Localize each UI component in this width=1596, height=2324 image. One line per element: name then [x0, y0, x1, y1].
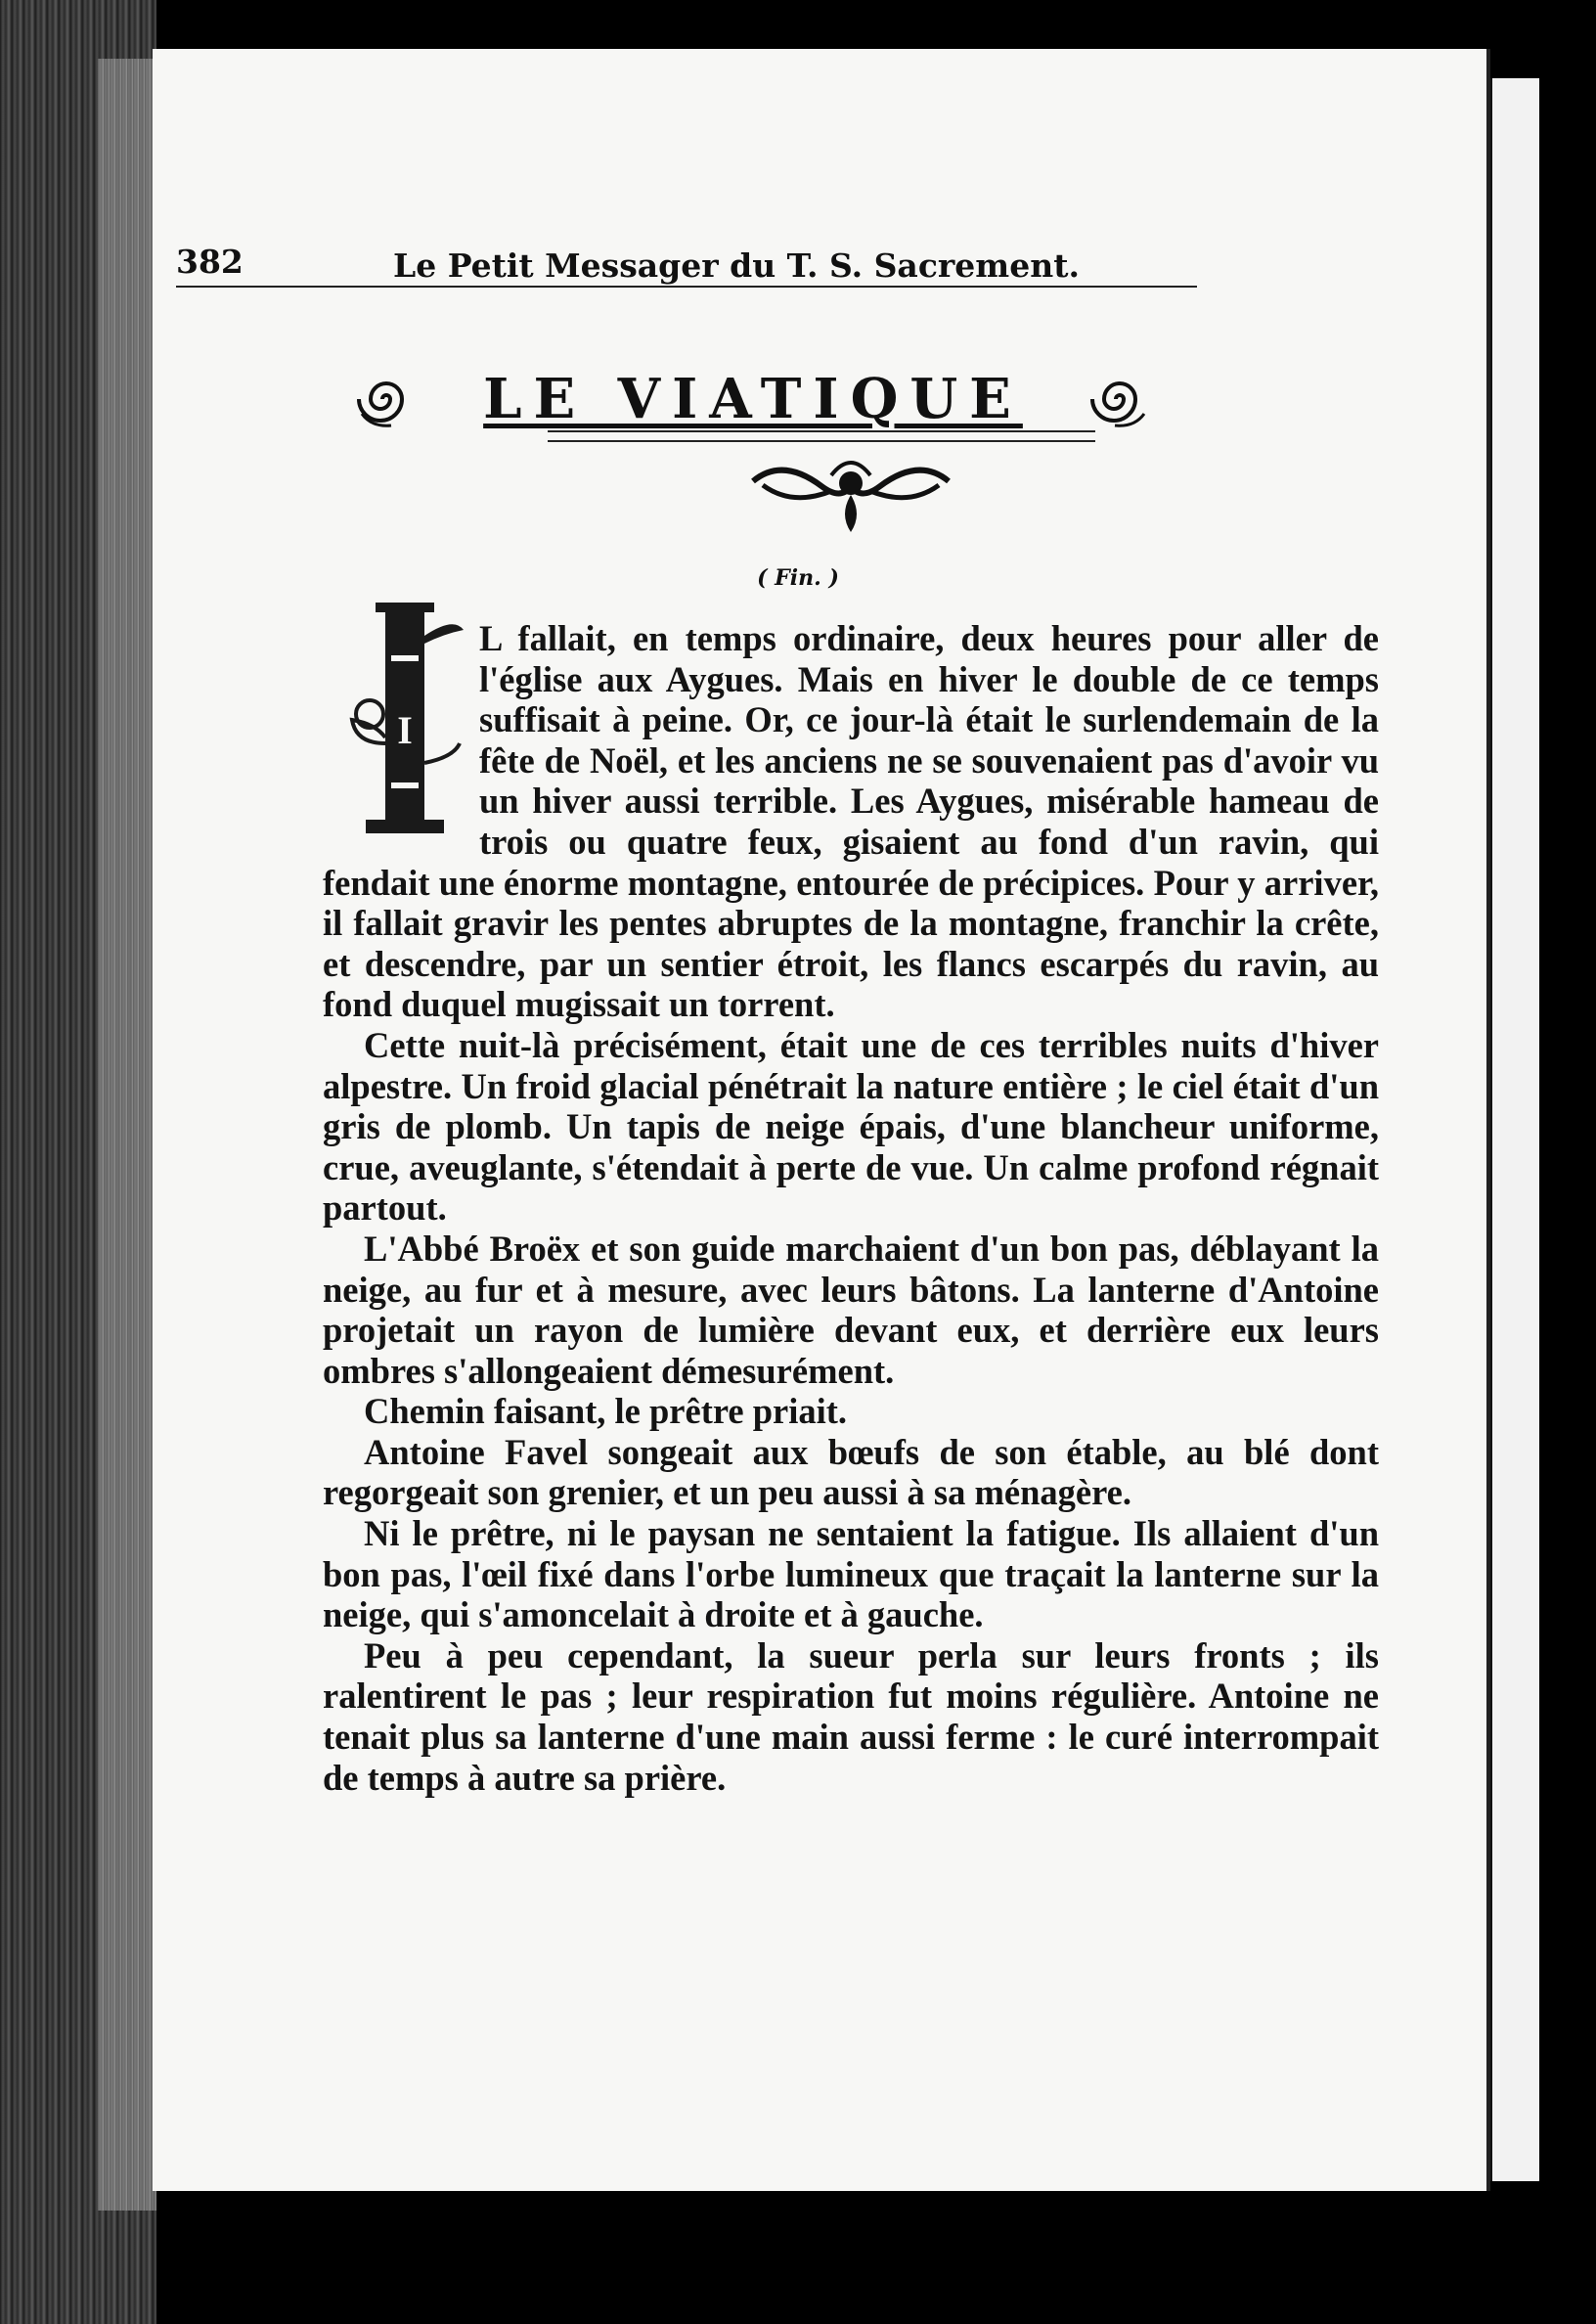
- title-double-rule: [548, 430, 1095, 442]
- spiral-ornament-left-icon: [352, 365, 421, 433]
- book-edge-right: [1486, 78, 1539, 2181]
- paragraph: L fallait, en temps ordinaire, deux heures pour aller de l'église aux Aygues. Mais en hiver le double de ce temps suffisait à peine. Or, ce jour-là était le surlendemain de la fête de Noël, et les anciens ne se souvenaient pas d'avoir vu un hiver aussi terrible. Les Aygues, misérable hameau de trois ou quatre feux, gisaient au fond d'un ravin, qui fendait une énorme montagne, entourée de précipices. Pour y arriver, il fallait gravir les pentes abruptes de la montagne, franchir la crête, et descendre, par un sentier étroit, les flancs escarpés du ravin, au fond duquel mugissait un torrent.: [323, 618, 1379, 1025]
- spiral-ornament-right-icon: [1086, 365, 1154, 433]
- paragraph: Chemin faisant, le prêtre priait.: [364, 1391, 848, 1432]
- drop-cap-space: [323, 618, 479, 857]
- paragraph: Cette nuit-là précisément, était une de ces terribles nuits d'hiver alpestre. Un froid glacial pénétrait la nature entière ; le ciel était d'un gris de plomb. Un tapis de neige épais, d'une blancheur uniforme, crue, aveuglante, s'étendait à perte de vue. Un calme profond régnait partout.: [323, 1024, 1379, 1229]
- paragraph: Peu à peu cependant, la sueur perla sur leurs fronts ; ils ralentirent le pas ; leur respiration fut moins régulière. Antoine ne tenait plus sa lanterne d'une main aussi ferme : le curé interrompait de temps à autre sa prière.: [323, 1634, 1379, 1798]
- article-title-row: [352, 360, 1154, 438]
- page-number: 382: [176, 243, 244, 281]
- journal-title: Le Petit Messager du T. S. Sacrement.: [393, 246, 1080, 285]
- article-subtitle: ( Fin. ): [757, 565, 839, 591]
- article-body: [323, 618, 1379, 1798]
- running-header: [176, 227, 1197, 288]
- paragraph: Ni le prêtre, ni le paysan ne sentaient la fatigue. Ils allaient d'un bon pas, l'œil fixé dans l'orbe lumineux que traçait la lanterne sur la neige, qui s'amoncelait à droite et à gauche.: [323, 1513, 1379, 1635]
- article-title: LE VIATIQUE: [483, 367, 1023, 431]
- paragraph: L'Abbé Broëx et son guide marchaient d'un bon pas, déblayant la neige, au fur et à mesure, avec leurs bâtons. La lanterne d'Antoine projetait un rayon de lumière devant eux, et derrière eux leurs ombres s'allongeaient démesurément.: [323, 1228, 1379, 1391]
- floral-ornament-icon: [743, 452, 958, 540]
- paragraph: Antoine Favel songeait aux bœufs de son étable, au blé dont regorgeait son grenier, et un peu aussi à sa ménagère.: [323, 1431, 1379, 1513]
- drop-cap-letter: I: [397, 708, 413, 752]
- page-stack-edge: [98, 59, 156, 2211]
